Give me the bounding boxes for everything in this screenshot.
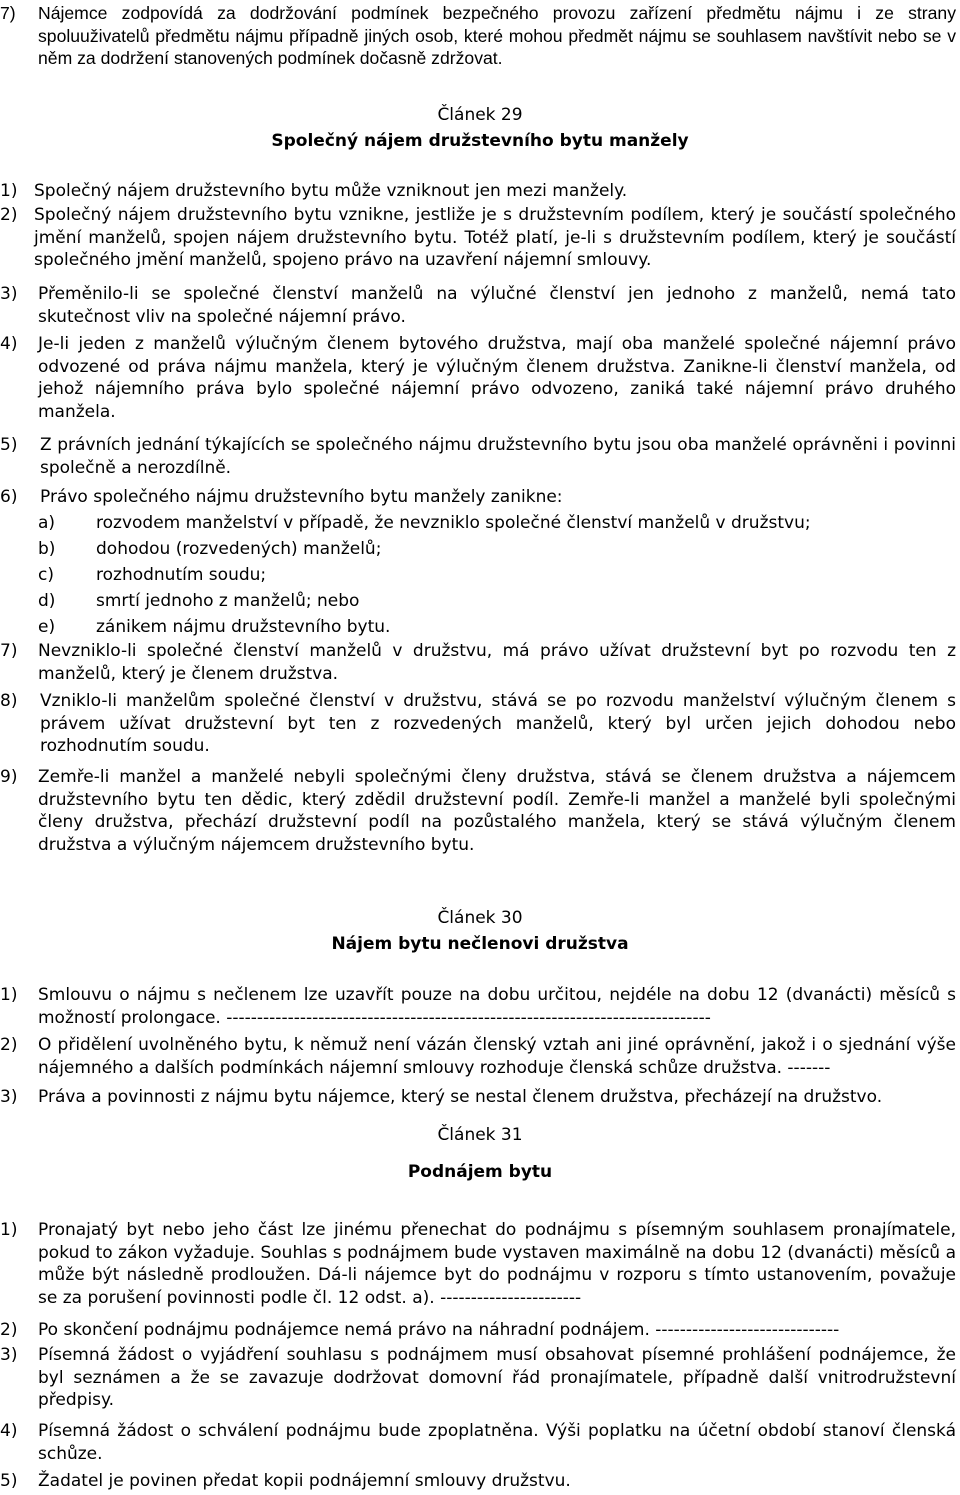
item-text: Přeměnilo-li se společné členství manželů na výlučné členství jen jednoho z manželů, nemá tato skutečnost vliv na společné nájemní právo. — [38, 284, 956, 327]
sub-item-letter: c) — [38, 565, 54, 585]
item-text: Práva a povinnosti z nájmu bytu nájemce, který se nestal členem družstva, přecházejí na družstvo. — [38, 1087, 883, 1107]
art29-item-6 — [0, 486, 956, 509]
sub-item-d — [0, 590, 956, 613]
art29-item-5 — [0, 434, 956, 479]
item-number: 2) — [0, 205, 18, 225]
item-text: Písemná žádost o vyjádření souhlasu s podnájmem musí obsahovat písemné prohlášení podnájemce, že byl seznámen a že se zavazuje dodržovat domovní řád pronajímatele, případně další vnitrodružstevní předpisy. — [38, 1345, 956, 1411]
item-text: Pronajatý byt nebo jeho část lze jinému přenechat do podnájmu s písemným souhlasem pronajímatele, pokud to zákon vyžaduje. Souhlas s podnájmem bude vystaven maximálně na dobu 12 (dvanácti) měsíců a může být následně prodloužen. Dá-li nájemce byt do podnájmu v rozporu s tímto ustanovením, považuje se za porušení povinnosti podle čl. 12 odst. a). ----------------------- — [38, 1220, 956, 1308]
art31-item-1 — [0, 1219, 956, 1309]
item-text: Zemře-li manžel a manželé nebyli společnými členy družstva, stává se členem družstva a nájemcem družstevního bytu ten dědic, který zdědil družstevní podíl. Zemře-li manžel a manželé byli společnými členy družstva, přechází družstevní podíl na pozůstalého manžela, který se stává výlučným členem družstva a výlučným nájemcem družstevního bytu. — [38, 767, 956, 855]
art30-item-1 — [0, 984, 956, 1029]
art31-item-5 — [0, 1470, 956, 1493]
item-number: 8) — [0, 691, 18, 711]
item-text: Společný nájem družstevního bytu vznikne, jestliže je s družstevním podílem, který je součástí společného jmění manželů, spojen nájem družstevního bytu. Totéž platí, je-li s družstevním podílem, který je součástí společného jmění manželů, spojeno právo na uzavření nájemní smlouvy. — [34, 205, 956, 271]
item-number: 1) — [0, 985, 18, 1005]
item-number: 5) — [0, 1471, 18, 1491]
item-text: Je-li jeden z manželů výlučným členem bytového družstva, mají oba manželé společné nájemní právo odvozené od práva nájmu manžela, který je výlučným členem družstva. Zanikne-li členství manžela, od jehož nájemního práva bylo společné nájemní právo odvozeno, zaniká také nájemní právo druhého manžela. — [38, 334, 956, 422]
art31-item-4 — [0, 1420, 956, 1465]
item-text: Nevzniklo-li společné členství manželů v družstvu, má právo užívat družstevní byt po rozvodu ten z manželů, který je členem družstva. — [38, 641, 956, 684]
item-number: 3) — [0, 1345, 18, 1365]
item-number: 3) — [0, 1087, 18, 1107]
art30-heading: Článek 30 — [437, 908, 523, 928]
art29-item-9 — [0, 766, 956, 856]
art30-item-2 — [0, 1034, 956, 1079]
sub-item-letter: a) — [38, 513, 56, 533]
item-text: O přidělení uvolněného bytu, k němuž není vázán členský vztah ani jiné oprávnění, jakož i o sjednání výše nájemného a dalších podmínkách nájemní smlouvy rozhoduje členská schůze družstva. ------- — [38, 1035, 956, 1078]
item-number: 3) — [0, 284, 18, 304]
item-number: 5) — [0, 435, 18, 455]
item-number: 7) — [0, 641, 18, 661]
sub-item-text: rozvodem manželství v případě, že nevzniklo společné členství manželů v družstvu; — [96, 513, 811, 533]
item-number: 2) — [0, 1035, 18, 1055]
sub-item-text: rozhodnutím soudu; — [96, 565, 267, 585]
sub-item-e — [0, 616, 956, 639]
item-number: 1) — [0, 1220, 18, 1240]
sub-item-text: zánikem nájmu družstevního bytu. — [96, 617, 391, 637]
item-text: Společný nájem družstevního bytu může vzniknout jen mezi manžely. — [34, 181, 628, 201]
art31-item-3 — [0, 1344, 956, 1412]
item-text: Vzniklo-li manželům společné členství v družstvu, stává se po rozvodu manželství výlučným členem s právem užívat družstevní byt ten z rozvedených manželů, který byl určen jejich dohodou nebo rozhodnutím soudu. — [40, 691, 956, 757]
item-number: 2) — [0, 1320, 18, 1340]
art28-item-7 — [0, 2, 956, 70]
art30-item-3 — [0, 1086, 956, 1109]
item-text: Písemná žádost o schválení podnájmu bude zpoplatněna. Výši poplatku na účetní období stanoví členská schůze. — [38, 1421, 956, 1464]
art30-title: Nájem bytu nečlenovi družstva — [331, 934, 629, 954]
sub-item-letter: d) — [38, 591, 56, 611]
sub-item-text: dohodou (rozvedených) manželů; — [96, 539, 382, 559]
sub-item-b — [0, 538, 956, 561]
sub-item-a — [0, 512, 956, 535]
sub-item-letter: b) — [38, 539, 56, 559]
item-text: Po skončení podnájmu podnájemce nemá právo na náhradní podnájem. ------------------------------ — [38, 1320, 840, 1340]
art29-item-1 — [0, 180, 956, 203]
art29-title: Společný nájem družstevního bytu manžely — [271, 131, 689, 151]
art29-item-8 — [0, 690, 956, 758]
item-text: Z právních jednání týkajících se společného nájmu družstevního bytu jsou oba manželé oprávněni i povinni společně a nerozdílně. — [40, 435, 956, 478]
item-number: 6) — [0, 487, 18, 507]
art29-item-2 — [0, 204, 956, 272]
art29-item-3 — [0, 283, 956, 328]
art29-item-7 — [0, 640, 956, 685]
item-text: Právo společného nájmu družstevního bytu manžely zanikne: — [40, 487, 563, 507]
art29-item-4 — [0, 333, 956, 423]
item-number: 4) — [0, 334, 18, 354]
art31-title: Podnájem bytu — [407, 1162, 553, 1182]
item-number: 7) — [0, 3, 16, 23]
item-text: Žadatel je povinen předat kopii podnájemní smlouvy družstvu. — [38, 1471, 571, 1491]
item-number: 4) — [0, 1421, 18, 1441]
item-number: 9) — [0, 767, 18, 787]
sub-item-c — [0, 564, 956, 587]
art29-heading: Článek 29 — [437, 105, 523, 125]
art31-item-2 — [0, 1319, 956, 1342]
art31-heading: Článek 31 — [437, 1125, 523, 1145]
sub-item-text: smrtí jednoho z manželů; nebo — [96, 591, 360, 611]
item-text: Smlouvu o nájmu s nečlenem lze uzavřít pouze na dobu určitou, nejdéle na dobu 12 (dvanácti) měsíců s možností prolongace. ------------------------------------------------------------------------------- — [38, 985, 956, 1028]
sub-item-letter: e) — [38, 617, 56, 637]
item-number: 1) — [0, 181, 18, 201]
item-text: Nájemce zodpovídá za dodržování podmínek bezpečného provozu zařízení předmětu nájmu i ze strany spoluuživatelů předmětu nájmu případně jiných osob, které mohou předmět nájmu se souhlasem navštívit nebo se v něm za dodržení stanovených podmínek dočasně zdržovat. — [38, 3, 956, 69]
